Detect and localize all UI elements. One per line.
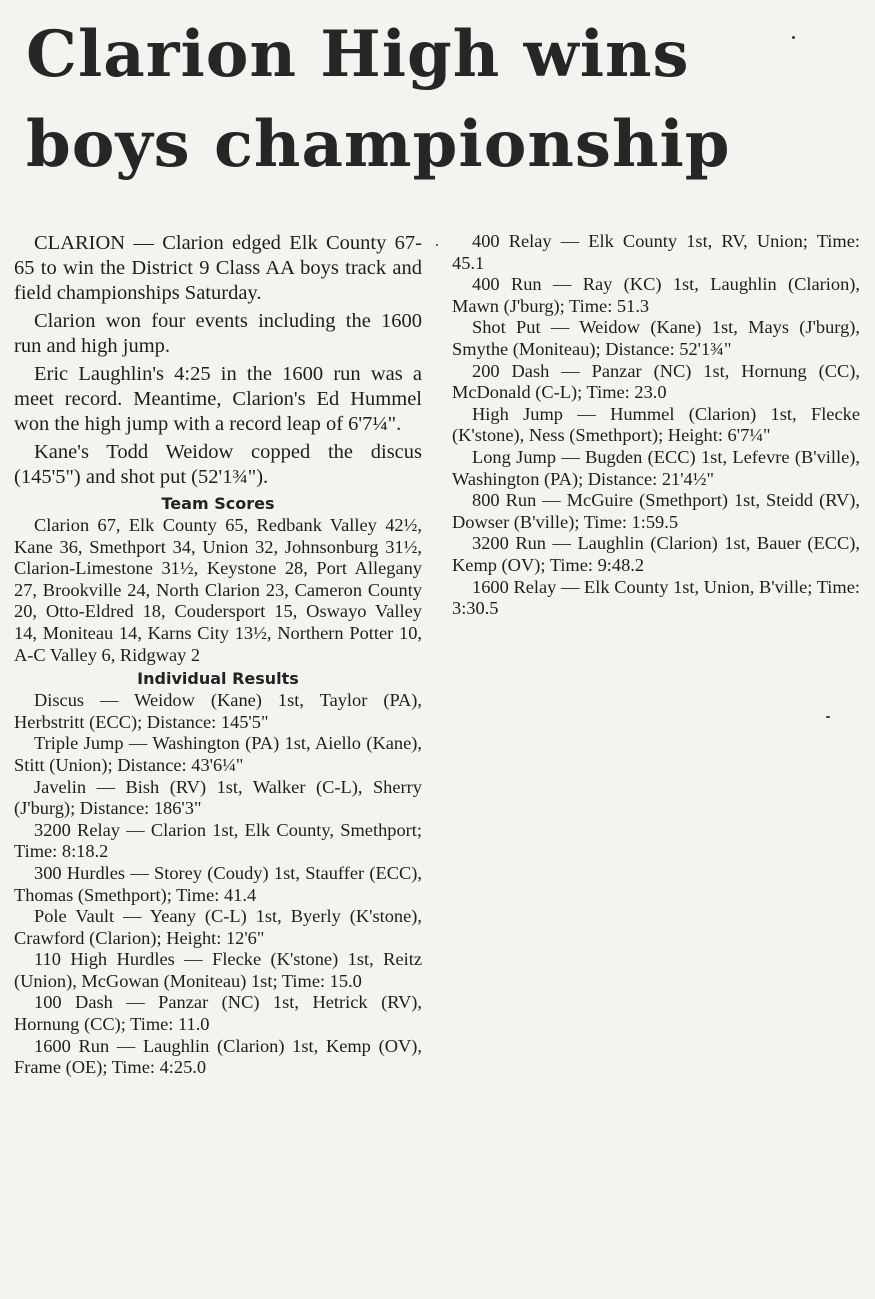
lead-paragraph-2: Clarion won four events including the 1600 run and high jump. <box>14 310 422 357</box>
lead-paragraph-3: Eric Laughlin's 4:25 in the 1600 run was a meet record. Meantime, Clarion's Ed Hummel won the high jump with a record leap of 6'7¼". <box>14 363 422 435</box>
team-scores-heading: Team Scores <box>161 494 275 513</box>
result-item: High Jump — Hummel (Clarion) 1st, Flecke (K'stone), Ness (Smethport); Height: 6'7¼" <box>452 403 860 446</box>
team-scores-text: Clarion 67, Elk County 65, Redbank Valley 42½, Kane 36, Smethport 34, Union 32, Johnsonburg 31½, Clarion-Limestone 31½, Keystone 28, Port Allegany 27, Brookville 24, North Clarion 23, Cameron County 20, Otto-Eldred 18, Coudersport 15, Oswayo Valley 14, Moniteau 14, Karns City 13½, Northern Potter 10, A-C Valley 6, Ridgway 2 <box>14 515 422 665</box>
result-item: 110 High Hurdles — Flecke (K'stone) 1st, Reitz (Union), McGowan (Moniteau) 1st; Time: 15.0 <box>14 949 422 991</box>
result-item: Pole Vault — Yeany (C-L) 1st, Byerly (K'stone), Crawford (Clarion); Height: 12'6" <box>14 906 422 948</box>
lead-paragraph-4: Kane's Todd Weidow copped the discus (145'5") and shot put (52'1¾"). <box>14 441 422 488</box>
result-item: 3200 Relay — Clarion 1st, Elk County, Smethport; Time: 8:18.2 <box>14 819 422 862</box>
result-item: 100 Dash — Panzar (NC) 1st, Hetrick (RV), Hornung (CC); Time: 11.0 <box>14 992 422 1035</box>
article-column-left <box>14 231 422 1079</box>
result-item: 1600 Run — Laughlin (Clarion) 1st, Kemp (OV), Frame (OE); Time: 4:25.0 <box>14 1035 422 1078</box>
article-column-right <box>452 231 860 620</box>
result-item: 200 Dash — Panzar (NC) 1st, Hornung (CC), McDonald (C-L); Time: 23.0 <box>452 360 860 403</box>
lead-paragraph-1: CLARION — Clarion edged Elk County 67-65 to win the District 9 Class AA boys track and field championships Saturday. <box>14 232 422 304</box>
result-item: 1600 Relay — Elk County 1st, Union, B'ville; Time: 3:30.5 <box>452 576 860 619</box>
individual-results-heading: Individual Results <box>137 669 299 689</box>
headline-line-2: boys championship <box>26 107 731 182</box>
print-speck <box>436 244 438 246</box>
print-speck <box>792 36 795 39</box>
result-item: Discus — Weidow (Kane) 1st, Taylor (PA), Herbstritt (ECC); Distance: 145'5" <box>14 690 422 732</box>
result-item: Shot Put — Weidow (Kane) 1st, Mays (J'burg), Smythe (Moniteau); Distance: 52'1¾" <box>452 317 860 359</box>
result-item: 400 Run — Ray (KC) 1st, Laughlin (Clarion), Mawn (J'burg); Time: 51.3 <box>452 274 860 316</box>
result-item: 300 Hurdles — Storey (Coudy) 1st, Stauffer (ECC), Thomas (Smethport); Time: 41.4 <box>14 862 422 905</box>
result-item: 400 Relay — Elk County 1st, RV, Union; Time: 45.1 <box>452 231 860 273</box>
result-item: Triple Jump — Washington (PA) 1st, Aiello (Kane), Stitt (Union); Distance: 43'6¼" <box>14 733 422 775</box>
result-item: 800 Run — McGuire (Smethport) 1st, Steidd (RV), Dowser (B'ville); Time: 1:59.5 <box>452 490 860 532</box>
headline-line-1: Clarion High wins <box>26 17 690 92</box>
result-item: Javelin — Bish (RV) 1st, Walker (C-L), Sherry (J'burg); Distance: 186'3" <box>14 776 422 819</box>
print-speck <box>826 716 830 718</box>
headline <box>26 10 866 190</box>
result-item: Long Jump — Bugden (ECC) 1st, Lefevre (B'ville), Washington (PA); Distance: 21'4½" <box>452 446 860 489</box>
result-item: 3200 Run — Laughlin (Clarion) 1st, Bauer (ECC), Kemp (OV); Time: 9:48.2 <box>452 533 860 575</box>
